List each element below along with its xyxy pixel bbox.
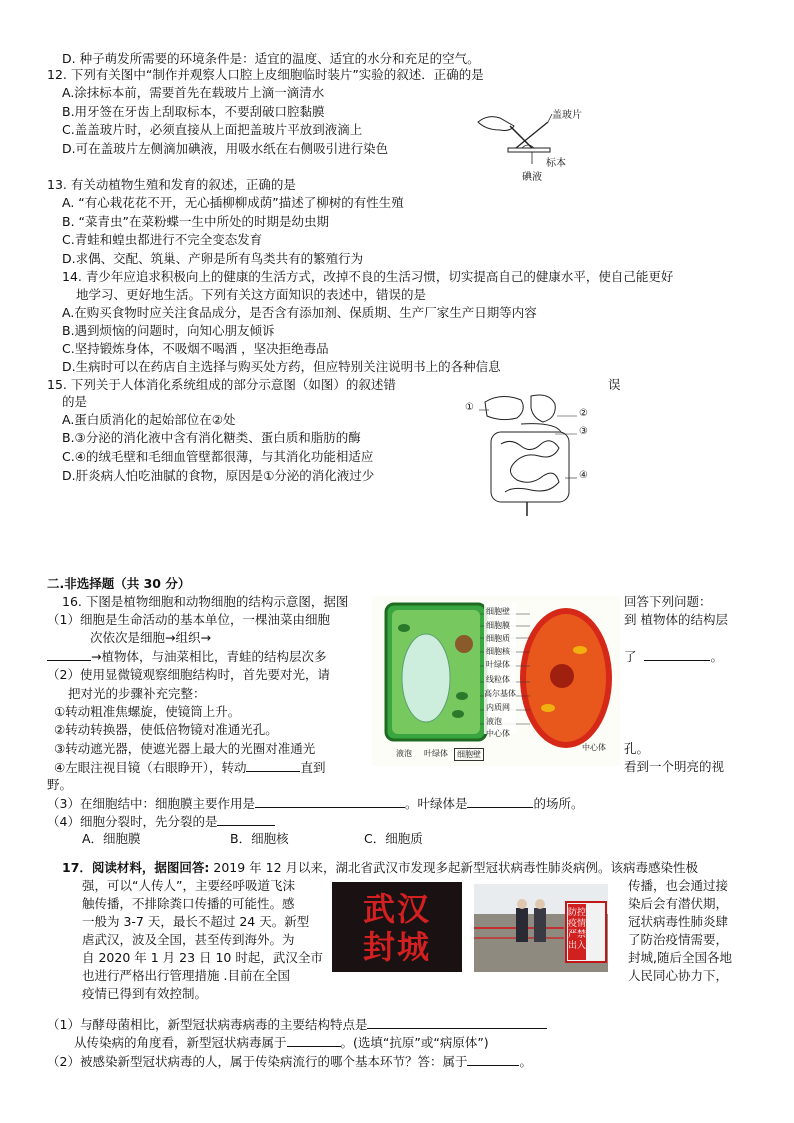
cell-bottom-vacuole: 液泡 xyxy=(396,749,412,758)
q17-right-7: 人民同心协力下， xyxy=(628,968,729,983)
cell-label-cytoplasm: 细胞质 xyxy=(486,634,510,643)
checkpoint-drawing xyxy=(474,884,608,972)
q16-p2-line1: （2）使用显微镜观察细胞结构时，首先要对光，请 xyxy=(47,667,330,682)
q17-line1: 17．阅读材料，据图回答: 2019 年 12 月以来，湖北省武汉市发现多起新型冠状病毒性肺炎病例。该病毒感染性极 xyxy=(62,860,699,875)
cell-label-nucleus: 细胞核 xyxy=(486,647,510,656)
wuhan-lockdown-banner xyxy=(332,882,462,972)
q14-option-a: A.在购买食物时应关注食品成分，是否含有添加剂、保质期、生产厂家生产日期等内容 xyxy=(62,305,537,320)
cell-structure-figure xyxy=(372,596,620,766)
blank-structure-level[interactable] xyxy=(47,648,91,661)
q15-option-a: A.蛋白质消化的起始部位在②处 xyxy=(62,412,236,427)
q15-stem-tail: 误 xyxy=(608,377,621,392)
slide-prep-figure xyxy=(470,100,600,182)
q16-step1: ①转动粗准焦螺旋，使镜筒上升。 xyxy=(54,704,241,719)
q16-p1-right1: 到 植物体的结构层 xyxy=(624,612,728,627)
q17-right-2: 传播，也会通过接 xyxy=(628,878,729,893)
label-3: ③ xyxy=(579,426,588,437)
blank-chloroplast-function[interactable] xyxy=(467,795,533,808)
cell-bottom-chloroplast: 叶绿体 xyxy=(424,749,448,758)
banner-text-1: 武汉 xyxy=(362,890,431,928)
q16-p3: （3）在细胞结中：细胞膜主要作用是 。叶绿体是 的场所。 xyxy=(47,796,584,811)
q17-left-7: 也进行严格出行管理措施 .目前在全国 xyxy=(82,968,290,983)
cell-label-centrosome: 中心体 xyxy=(486,729,510,738)
q14-stem-line2: 地学习、更好地生活。下列有关这方面知识的表述中，错误的是 xyxy=(76,287,427,302)
q17-left-5: 虐武汉，波及全国，甚至传到海外。为 xyxy=(82,932,295,947)
q16-step4-end: 野。 xyxy=(47,777,73,792)
label-cover-slip: 盖玻片 xyxy=(552,110,582,121)
q16-stem-left: 16. 下图是植物细胞和动物细胞的结构示意图，据图 xyxy=(62,594,349,609)
cell-label-chloroplast: 叶绿体 xyxy=(486,660,510,669)
cell-label-golgi: 高尔基体 xyxy=(484,689,516,698)
cell-label-vacuole: 液泡 xyxy=(486,717,502,726)
q16-p1-line1: （1）细胞是生命活动的基本单位，一棵油菜由细胞 xyxy=(47,612,330,627)
q13-option-a: A. “有心栽花花不开，无心插柳柳成荫”描述了柳树的有性生殖 xyxy=(62,195,404,210)
q15-stem-line1: 15. 下列关于人体消化系统组成的部分示意图（如图）的叙述错 xyxy=(47,377,396,392)
q14-stem-line1: 14. 青少年应追求积极向上的健康的生活方式，改掉不良的生活习惯，切实提高自己的健康水平，使自己能更好 xyxy=(62,269,674,284)
q17-left-2: 强，可以“人传人”，主要经呼吸道飞沫 xyxy=(82,878,295,893)
q15-stem-line2: 的是 xyxy=(62,394,88,409)
q16-step4-tail: 看到一个明亮的视 xyxy=(624,759,725,774)
q12-option-c: C.盖盖玻片时，必须直接从上面把盖玻片平放到液滴上 xyxy=(62,122,363,137)
q16-p1-right3: 了 。 xyxy=(624,649,723,664)
label-1: ① xyxy=(465,402,474,413)
q16-step3-tail: 孔。 xyxy=(624,741,650,756)
q16-option-a: A．细胞膜 xyxy=(82,831,141,846)
q17-left-4: 一般为 3-7 天，最长不超过 24 天。新型 xyxy=(82,914,310,929)
q17-right-6: 封城,随后全国各地 xyxy=(628,950,732,965)
label-4: ④ xyxy=(579,470,588,481)
q17-right-3: 染后会有潜伏期， xyxy=(628,896,729,911)
label-iodine: 碘液 xyxy=(522,172,542,183)
q16-p1-line3: →植物体，与油菜相比，青蛙的结构层次多 xyxy=(47,648,326,665)
q15-option-c: C.④的绒毛壁和毛细血管壁都很薄，与其消化功能相适应 xyxy=(62,449,374,464)
q16-step2: ②转动转换器，使低倍物镜对准通光孔。 xyxy=(54,722,278,737)
q16-step3: ③转动遮光器，使遮光器上最大的光圈对准通光 xyxy=(54,741,316,756)
blank-virus-structure[interactable] xyxy=(367,1016,547,1029)
section-2-title: 二.非选择题（共 30 分） xyxy=(47,576,191,591)
q17-right-5: 了防治疫情需要， xyxy=(628,932,729,947)
blank-pathogen-or-antigen[interactable] xyxy=(287,1034,341,1047)
q17-left-8: 疫情已得到有效控制。 xyxy=(82,986,208,1001)
blank-first-divide[interactable] xyxy=(217,813,275,826)
q17-left-6: 自 2020 年 1 月 23 日 10 时起，武汉全市 xyxy=(82,950,323,965)
digestive-system-figure xyxy=(465,388,605,520)
banner-text-2: 封城 xyxy=(362,928,431,966)
q12-stem: 12. 下列有关图中“制作并观察人口腔上皮细胞临时装片”实验的叙述．正确的是 xyxy=(47,67,484,82)
q11-option-d: D. 种子萌发所需要的环境条件是：适宜的温度、适宜的水分和充足的空气。 xyxy=(62,51,480,66)
q13-option-c: C.青蛙和蝗虫都进行不完全变态发育 xyxy=(62,232,263,247)
checkpoint-sign-text: 防控疫情严禁出入 xyxy=(568,908,587,951)
q17-right-4: 冠状病毒性肺炎肆 xyxy=(628,914,729,929)
q12-option-a: A.涂抹标本前，需要首先在载玻片上滴一滴清水 xyxy=(62,85,325,100)
q14-option-c: C.坚持锻炼身体，不吸烟不喝酒 ，坚决拒绝毒品 xyxy=(62,341,329,356)
q17-sub1a: （1）与酵母菌相比，新型冠状病毒病毒的主要结构特点是 xyxy=(47,1016,547,1033)
cell-label-mitochondria: 线粒体 xyxy=(486,675,510,684)
blank-membrane-function[interactable] xyxy=(255,795,405,808)
blank-epidemic-link[interactable] xyxy=(467,1053,519,1066)
cell-bottom-wall: 细胞壁 xyxy=(454,748,484,761)
q15-option-d: D.肝炎病人怕吃油腻的食物，原因是①分泌的消化液过少 xyxy=(62,468,375,483)
cell-label-wall: 细胞壁 xyxy=(486,607,510,616)
q17-sub2: （2）被感染新型冠状病毒的人，属于传染病流行的哪个基本环节？答：属于 。 xyxy=(47,1054,532,1069)
q14-option-b: B.遇到烦恼的问题时，向知心朋友倾诉 xyxy=(62,323,275,338)
q13-option-d: D.求偶、交配、筑巢、产卵是所有鸟类共有的繁殖行为 xyxy=(62,251,364,266)
blank-extra-level[interactable] xyxy=(644,648,710,661)
q16-option-b: B．细胞核 xyxy=(230,831,289,846)
cell-label-er: 内质网 xyxy=(486,703,510,712)
q13-stem: 13. 有关动植物生殖和发育的叙述，正确的是 xyxy=(47,177,296,192)
cell-bottom-centrosome: 中心体 xyxy=(582,743,606,752)
q12-option-d: D.可在盖玻片左侧滴加碘液，用吸水纸在右侧吸引进行染色 xyxy=(62,141,389,156)
q15-option-b: B.③分泌的消化液中含有消化糖类、蛋白质和脂肪的酶 xyxy=(62,430,361,445)
label-2: ② xyxy=(579,408,588,419)
blank-adjust-part[interactable] xyxy=(246,759,300,772)
q17-sub1b: 从传染病的角度看，新型冠状病毒属于 。(选填“抗原”或“病原体”) xyxy=(74,1035,489,1050)
checkpoint-photo xyxy=(474,884,608,972)
q16-stem-right: 回答下列问题： xyxy=(624,594,712,609)
cell-label-membrane: 细胞膜 xyxy=(486,621,510,630)
q13-option-b: B. “菜青虫”在菜粉蝶一生中所处的时期是幼虫期 xyxy=(62,214,329,229)
label-specimen: 标本 xyxy=(546,158,566,169)
q16-p2-line2: 把对光的步骤补充完整： xyxy=(68,686,206,701)
q17-left-3: 触传播，不排除粪口传播的可能性。感 xyxy=(82,896,295,911)
q16-p4: （4）细胞分裂时，先分裂的是 xyxy=(47,813,275,830)
q14-option-d: D.生病时可以在药店自主选择与购买处方药，但应特别关注说明书上的各种信息 xyxy=(62,359,501,374)
q16-p1-line2: 次依次是细胞→组织→ xyxy=(90,630,211,645)
q16-step4: ④左眼注视目镜（右眼睁开），转动 直到 xyxy=(54,760,326,775)
q16-option-c: C．细胞质 xyxy=(364,831,423,846)
q12-option-b: B.用牙签在牙齿上刮取标本，不要刮破口腔黏膜 xyxy=(62,104,325,119)
